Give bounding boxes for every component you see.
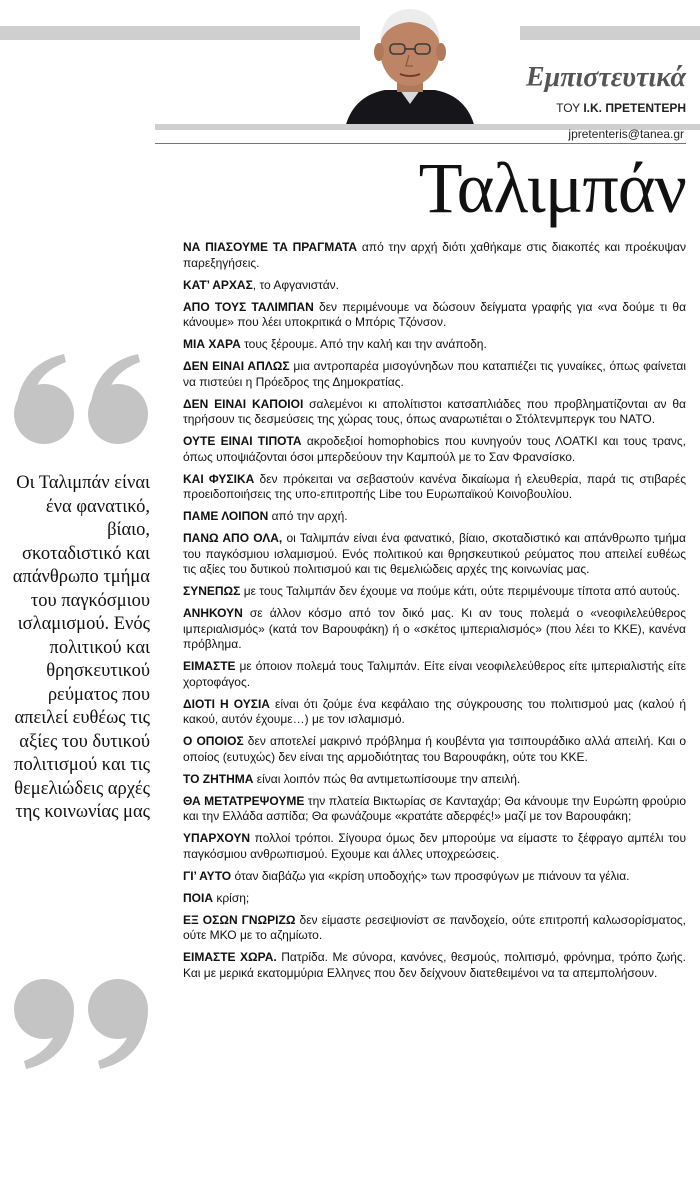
paragraph-text: κρίση;	[213, 890, 250, 905]
article-paragraph	[183, 913, 686, 944]
article-paragraph	[183, 240, 686, 271]
paragraph-text: δεν περιμένουμε να δώσουν δείγματα γραφής για «να δούμε τι θα κάνουμε» που λέει υποκριτικά ο Μπόρις Τζόνσον.	[183, 299, 687, 329]
paragraph-lead: ΔΕΝ ΕΙΝΑΙ ΑΠΛΩΣ	[183, 359, 290, 373]
paragraph-lead: ΠΑΜΕ ΛΟΙΠΟΝ	[183, 509, 269, 523]
paragraph-text: από την αρχή διότι χαθήκαμε στις διακοπές και προέκυψαν παρεξηγήσεις.	[183, 240, 686, 270]
article-paragraph	[183, 734, 686, 765]
article-paragraph	[183, 659, 686, 690]
article-paragraph	[183, 584, 686, 600]
article-paragraph	[183, 606, 686, 653]
paragraph-lead: ΕΙΜΑΣΤΕ ΧΩΡΑ.	[183, 950, 277, 964]
article-paragraph	[183, 509, 686, 525]
article-paragraph	[183, 300, 686, 331]
paragraph-text: δεν είμαστε ρεσεψιονίστ σε πανδοχείο, ούτε επιτροπή καλωσορίσματος, ούτε ΜΚΟ με το αζημίωτο.	[183, 912, 686, 942]
author-prefix: ΤΟΥ	[556, 101, 580, 115]
paragraph-text: όταν διαβάζω για «κρίση υποδοχής» των προσφύγων με πιάνουν τα γέλια.	[231, 868, 630, 883]
paragraph-lead: ΔΙΟΤΙ Η ΟΥΣΙΑ	[183, 696, 270, 711]
article-paragraph	[183, 472, 686, 503]
paragraph-lead: ΟΥΤΕ ΕΙΝΑΙ ΤΙΠΟΤΑ	[183, 434, 302, 448]
paragraph-lead: ΔΕΝ ΕΙΝΑΙ ΚΑΠΟΙΟΙ	[183, 396, 304, 411]
paragraph-text: δεν αποτελεί μακρινό πρόβλημα ή κουβέντα για τσιπουράδικο αλλά απειλή. Και ο οποίος (ευτυχώς) δεν είναι της αρμοδιότητας του Βαρουφάκη, ούτε του ΚΚΕ.	[183, 734, 686, 764]
paragraph-lead: Ο ΟΠΟΙΟΣ	[183, 734, 244, 748]
paragraph-text: πολλοί τρόποι. Σίγουρα όμως δεν μπορούμε να είμαστε το ξέφραγο αμπέλι του παγκόσμιου ανθρωπισμού. Εχουμε και άλλες υποχρεώσεις.	[183, 831, 686, 861]
paragraph-text: Πατρίδα. Με σύνορα, κανόνες, θεσμούς, πολιτισμό, φρόνημα, τρόπο ζωής. Και με μερικά εκατομμύρια Ελληνες που δεν δείχνουν διατεθειμένοι να τα απεμπολήσουν.	[183, 950, 687, 980]
paragraph-lead: ΝΑ ΠΙΑΣΟΥΜΕ ΤΑ ΠΡΑΓΜΑΤΑ	[183, 240, 358, 254]
article-paragraph	[183, 697, 686, 728]
article-paragraph	[183, 794, 686, 825]
close-quote-icon	[12, 975, 152, 1071]
author-portrait	[345, 0, 475, 128]
paragraph-lead: ΚΑΤ’ ΑΡΧΑΣ	[183, 277, 253, 292]
paragraph-lead: ΤΟ ΖΗΤΗΜΑ	[183, 771, 254, 786]
article-paragraph	[183, 891, 686, 907]
paragraph-lead: ΜΙΑ ΧΑΡΑ	[183, 337, 241, 351]
paragraph-lead: ΠΑΝΩ ΑΠΟ ΟΛΑ,	[183, 531, 283, 545]
article-paragraph	[183, 397, 686, 428]
paragraph-text: σε άλλον κόσμο από τον δικό μας. Κι αν τους πολεμά ο «νεοφιλελεύθερος ιμπεριαλισμός» (κατά τον Βαρουφάκη) ή ο «σκέτος ιμπεριαλισμός» (που λέει το ΚΚΕ), κανένα πρόβλημα.	[183, 606, 686, 651]
pull-quote: Οι Ταλιμπάν είναι ένα φανατικό, βίαιο, σκοταδιστικό και απάνθρωπο τμήμα του παγκόσμιου ισλαμισμού. Ενός πολιτικού και θρησκευτικού ρεύματος που απειλεί ευθέως τις αξίες του δυτικού πολιτισμού και τις θεμελιώδεις αρχές της κοινωνίας μας	[12, 473, 150, 822]
author-name: Ι.Κ. ΠΡΕΤΕΝΤΕΡΗ	[583, 101, 686, 115]
article-body	[183, 240, 686, 988]
paragraph-text: οι Ταλιμπάν είναι ένα φανατικό, βίαιο, σκοταδιστικό και απάνθρωπο τμήμα του παγκόσμιου ισλαμισμού. Ενός πολιτικού και θρησκευτικού ρεύματος που απειλεί ευθέως τις αξίες του δυτικού πολιτισμού και τις θεμελιώδεις αρχές της κοινωνίας μας.	[183, 531, 686, 576]
paragraph-lead: ΥΠΑΡΧΟΥΝ	[183, 831, 251, 845]
article-paragraph	[183, 950, 686, 981]
article-paragraph	[183, 278, 686, 294]
article-paragraph	[183, 337, 686, 353]
paragraph-lead: ΑΠΟ ΤΟΥΣ ΤΑΛΙΜΠΑΝ	[183, 299, 314, 314]
paragraph-lead: ΘΑ ΜΕΤΑΤΡΕΨΟΥΜΕ	[183, 793, 305, 808]
article-paragraph	[183, 434, 686, 465]
author-email[interactable]: jpretenteris@tanea.gr	[568, 127, 684, 141]
article-paragraph	[183, 869, 686, 885]
paragraph-text: είναι ότι ζούμε ένα κεφάλαιο της σύγκρουσης του πολιτισμού μας (καλού ή κακού, αυτόν έχουμε…) με τον ισλαμισμό.	[183, 696, 686, 726]
paragraph-text: τους ξέρουμε. Από την καλή και την ανάποδη.	[240, 337, 487, 351]
paragraph-lead: ΓΙ’ ΑΥΤΟ	[183, 868, 232, 883]
header-bar-left	[0, 26, 360, 40]
paragraph-text: με τους Ταλιμπάν δεν έχουμε να πούμε κάτι, ούτε περιμένουμε τίποτα από αυτούς.	[240, 584, 680, 598]
author-byline	[556, 101, 686, 115]
paragraph-text: σαλεμένοι κι απολίτιστοι κατσαπλιάδες που προβληματίζονται αν θα τηρήσουν τις δεσμεύσεις της χώρας τους, όπως αναρωτιέται ο Στόλτενμπεργκ του ΝΑΤΟ.	[183, 396, 686, 426]
paragraph-lead: ΑΝΗΚΟΥΝ	[183, 606, 243, 620]
paragraph-text: ακροδεξιοί homophobics που κυνηγούν τους ΛΟΑΤΚΙ και τους τρανς, όπως υποψιάζονται όσοι μπερδεύουν την Καμπούλ με το Σαν Φρανσίσκο.	[183, 434, 687, 464]
header-bar-right	[520, 26, 700, 40]
article-paragraph	[183, 772, 686, 788]
paragraph-text: από την αρχή.	[268, 509, 348, 523]
paragraph-lead: ΣΥΝΕΠΩΣ	[183, 584, 241, 598]
paragraph-text: δεν πρόκειται να σεβαστούν κανένα δικαίωμα ή ελευθερία, παρά τις στιβαρές προειδοποιήσεις της υπο-επιτροπής Libe του Ευρωπαϊκού Κοινοβουλίου.	[183, 471, 687, 501]
article-paragraph	[183, 531, 686, 578]
article-paragraph	[183, 831, 686, 862]
paragraph-lead: ΕΞ ΟΣΩΝ ΓΝΩΡΙΖΩ	[183, 912, 296, 927]
paragraph-text: μια αντροπαρέα μισογύνηδων που καταπιέζει τις γυναίκες, όπως φαίνεται να πιστεύει η Πρόεδρος της Δημοκρατίας.	[183, 359, 686, 389]
column-name: Εμπιστευτικά	[525, 62, 686, 93]
paragraph-text: την πλατεία Βικτωρίας σε Κανταχάρ; Θα κάνουμε την Ευρώπη φρούριο και την Ελλάδα ασπίδα; Θα φωνάζουμε «κρατάτε αδερφές!» μαζί με τον Βαρουφάκη;	[183, 793, 687, 823]
paragraph-text: είναι λοιπόν πώς θα αντιμετωπίσουμε την απειλή.	[253, 771, 521, 786]
headline: Ταλιμπάν	[418, 148, 686, 228]
paragraph-lead: ΠΟΙΑ	[183, 890, 213, 905]
paragraph-lead: ΚΑΙ ΦΥΣΙΚΑ	[183, 471, 255, 486]
paragraph-text: , το Αφγανιστάν.	[252, 277, 340, 292]
article-paragraph	[183, 359, 686, 390]
paragraph-lead: ΕΙΜΑΣΤΕ	[183, 659, 236, 673]
paragraph-text: με όποιον πολεμά τους Ταλιμπάν. Είτε είναι νεοφιλελεύθερος είτε ιμπεριαλιστής είτε χορτοφάγος.	[183, 659, 686, 689]
open-quote-icon	[12, 352, 152, 448]
